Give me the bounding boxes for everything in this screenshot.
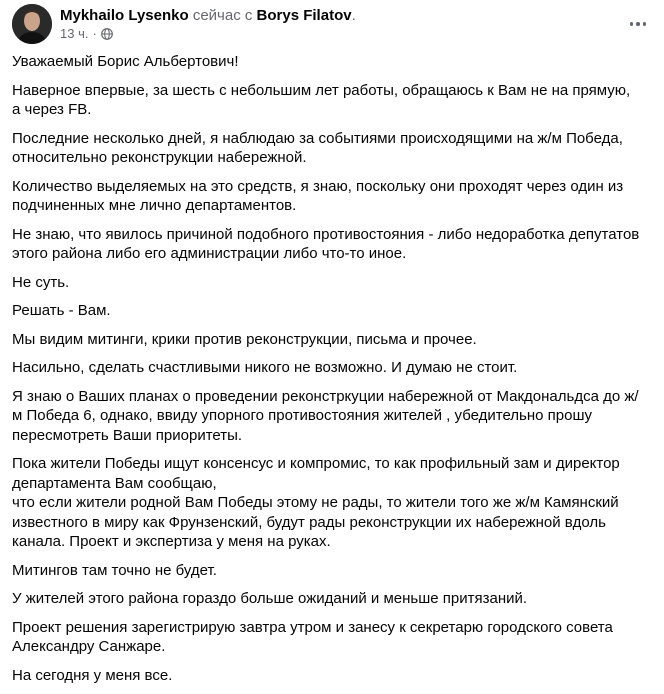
post-meta <box>60 26 113 42</box>
post-paragraph: Не суть. <box>12 273 70 291</box>
post-paragraph: Решать - Вам. <box>12 302 111 319</box>
tagged-suffix: . <box>351 7 356 24</box>
post-paragraph: Пока жители Победы ищут консенсус и компромис, то как профильный зам и директор департамента Вам сообщаю, <box>12 455 620 492</box>
post-paragraph: Наверное впервые, за шесть с небольшим лет работы, обращаюсь к Вам не на прямую, а через FB. <box>12 81 631 118</box>
post-paragraph: Я знаю о Ваших планах о проведении реконстркуции набережной от Макдональдса до ж/м Победа 6, однако, ввиду упорного противостояния жителей , убедительно прошу пересмотреть Ваши приоритеты. <box>12 387 639 444</box>
globe-icon[interactable] <box>101 28 113 40</box>
post-paragraph: Проект решения зарегистрирую завтра утром и занесу к секретарю городского совета Александру Санжаре. <box>12 618 613 655</box>
post-paragraph: что если жители родной Вам Победы этому не рады, то жители того же ж/м Камянский известного в миру как Фрунзенский, будут рады реконструкции их набережной вдоль канала. Проект и экспертиза у меня на руках. <box>12 494 619 550</box>
meta-separator: · <box>92 26 97 41</box>
with-connector: сейчас с <box>188 7 257 24</box>
author-line <box>60 7 356 25</box>
post-paragraph: У жителей этого района гораздо больше ожиданий и меньше притязаний. <box>12 590 528 607</box>
post-paragraph: На сегодня у меня все. <box>12 666 173 684</box>
avatar[interactable] <box>12 4 52 44</box>
post-timestamp[interactable]: 13 ч. <box>60 26 89 41</box>
post-paragraph: Количество выделяемых на это средств, я знаю, поскольку они проходят через один из подчиненных мне лично департаментов. <box>12 177 624 214</box>
post-paragraph: Мы видим митинги, крики против реконструкции, письма и прочее. <box>12 330 477 348</box>
more-options-icon <box>628 22 648 26</box>
post-header <box>12 4 652 44</box>
avatar-portrait-icon <box>12 4 52 44</box>
post-paragraph: Насильно, сделать счастливыми никого не возможно. И думаю не стоит. <box>12 359 518 376</box>
author-name[interactable]: Mykhailo Lysenko <box>60 7 189 24</box>
more-options-button[interactable] <box>624 10 652 38</box>
tagged-person[interactable]: Borys Filatov <box>256 7 352 24</box>
post-paragraph: Митингов там точно не будет. <box>12 561 217 579</box>
post-paragraph: Уважаемый Борис Альбертович! <box>12 53 239 70</box>
post-body <box>12 52 640 694</box>
post-paragraph: Не знаю, что явилось причиной подобного противостояния - либо недоработка депутатов этого района либо его администрации либо что-то иное. <box>12 225 640 262</box>
post-paragraph: Последние несколько дней, я наблюдаю за событиями происходящими на ж/м Победа, относительно реконструкции набережной. <box>12 129 623 166</box>
